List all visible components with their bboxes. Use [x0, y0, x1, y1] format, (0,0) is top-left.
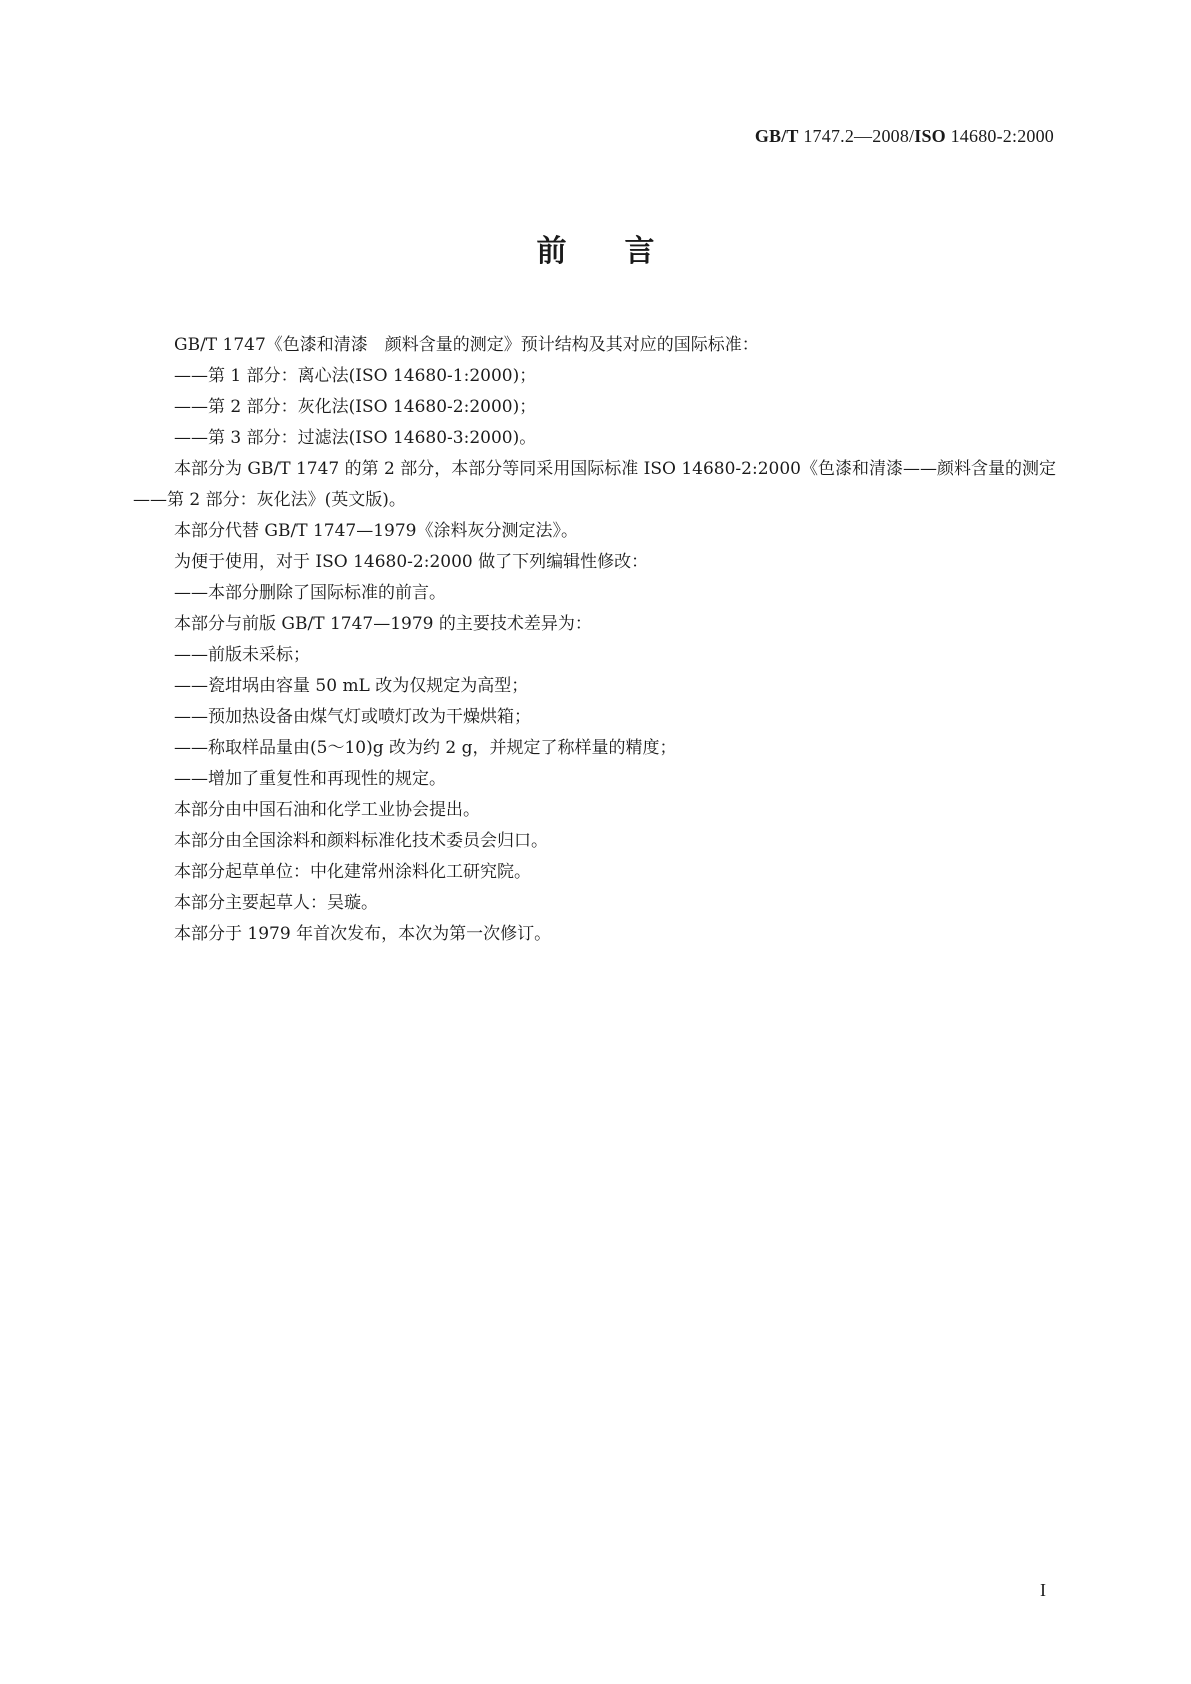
paragraph-editorial-item: ——本部分删除了国际标准的前言。 — [174, 583, 446, 603]
code-iso-number: 14680-2:2000 — [950, 126, 1054, 146]
paragraph-proposed-by: 本部分由中国石油和化学工业协会提出。 — [174, 800, 480, 820]
paragraph-drafting-unit: 本部分起草单位：中化建常州涂料化工研究院。 — [174, 862, 531, 882]
standard-code-header — [755, 126, 1054, 147]
paragraph-structure-intro: GB/T 1747《色漆和清漆 颜料含量的测定》预计结构及其对应的国际标准： — [174, 335, 759, 355]
code-iso-prefix: ISO — [914, 126, 946, 146]
code-number: 1747.2—2008/ — [803, 126, 915, 146]
paragraph-difference-item: ——增加了重复性和再现性的规定。 — [174, 769, 446, 789]
paragraph-differences-intro: 本部分与前版 GB/T 1747—1979 的主要技术差异为： — [174, 614, 592, 634]
paragraph-difference-item: ——预加热设备由煤气灯或喷灯改为干燥烘箱； — [174, 707, 531, 727]
code-prefix: GB/T — [754, 126, 799, 146]
paragraph-difference-item: ——称取样品量由(5～10)g 改为约 2 g，并规定了称样量的精度； — [174, 738, 677, 758]
paragraph-replaces: 本部分代替 GB/T 1747—1979《涂料灰分测定法》。 — [174, 521, 578, 541]
paragraph-part-3: ——第 3 部分：过滤法(ISO 14680-3:2000)。 — [174, 428, 537, 448]
paragraph-adoption: 本部分为 GB/T 1747 的第 2 部分，本部分等同采用国际标准 ISO 14680-2:2000《色漆和清漆——颜料含量的测定——第 2 部分：灰化法》(英文版)。 — [133, 459, 1056, 510]
paragraph-difference-item: ——前版未采标； — [174, 645, 310, 665]
paragraph-part-2: ——第 2 部分：灰化法(ISO 14680-2:2000)； — [174, 397, 537, 417]
paragraph-part-1: ——第 1 部分：离心法(ISO 14680-1:2000)； — [174, 366, 537, 386]
paragraph-difference-item: ——瓷坩埚由容量 50 mL 改为仅规定为高型； — [174, 676, 529, 696]
paragraph-editorial-intro: 为便于使用，对于 ISO 14680-2:2000 做了下列编辑性修改： — [174, 552, 649, 572]
paragraph-main-drafter: 本部分主要起草人：吴璇。 — [174, 893, 378, 913]
foreword-body — [133, 330, 1065, 950]
paragraph-centralized-by: 本部分由全国涂料和颜料标准化技术委员会归口。 — [174, 831, 548, 851]
page-title: 前言 — [536, 234, 713, 269]
paragraph-release-history: 本部分于 1979 年首次发布，本次为第一次修订。 — [174, 924, 552, 944]
page-number: I — [1040, 1580, 1046, 1600]
